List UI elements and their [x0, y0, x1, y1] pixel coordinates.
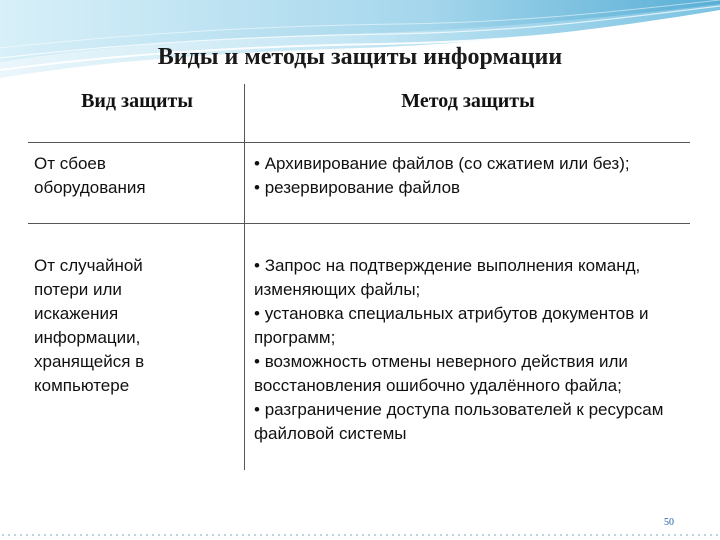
- table-header-divider: [28, 142, 690, 143]
- row-1-protection-type: От сбоев оборудования: [34, 154, 146, 197]
- row-2-method-item: • установка специальных атрибутов документов и программ;: [254, 302, 688, 350]
- row-1-method-item: • Архивирование файлов (со сжатием или без);: [254, 152, 688, 176]
- row-2-protection-type: От случайной потери или искажения информации, хранящейся в компьютере: [34, 256, 145, 395]
- row-2-method-item: • возможность отмены неверного действия или восстановления ошибочно удалённого файла;: [254, 350, 688, 398]
- row-2-methods: [254, 254, 688, 446]
- slide-title: Виды и методы защиты информации: [157, 44, 563, 70]
- row-2-method-item: • разграничение доступа пользователей к ресурсам файловой системы: [254, 398, 688, 446]
- table-row-divider: [28, 223, 690, 224]
- row-1-method-item: • резервирование файлов: [254, 176, 688, 200]
- row-2-method-item: • Запрос на подтверждение выполнения команд, изменяющих файлы;: [254, 254, 688, 302]
- page-number: 50: [664, 517, 674, 528]
- column-header-protection-method: Метод защиты: [401, 90, 535, 112]
- row-1-methods: [254, 152, 688, 200]
- decorative-dotted-footer: [0, 534, 720, 536]
- column-header-protection-type: Вид защиты: [81, 90, 193, 112]
